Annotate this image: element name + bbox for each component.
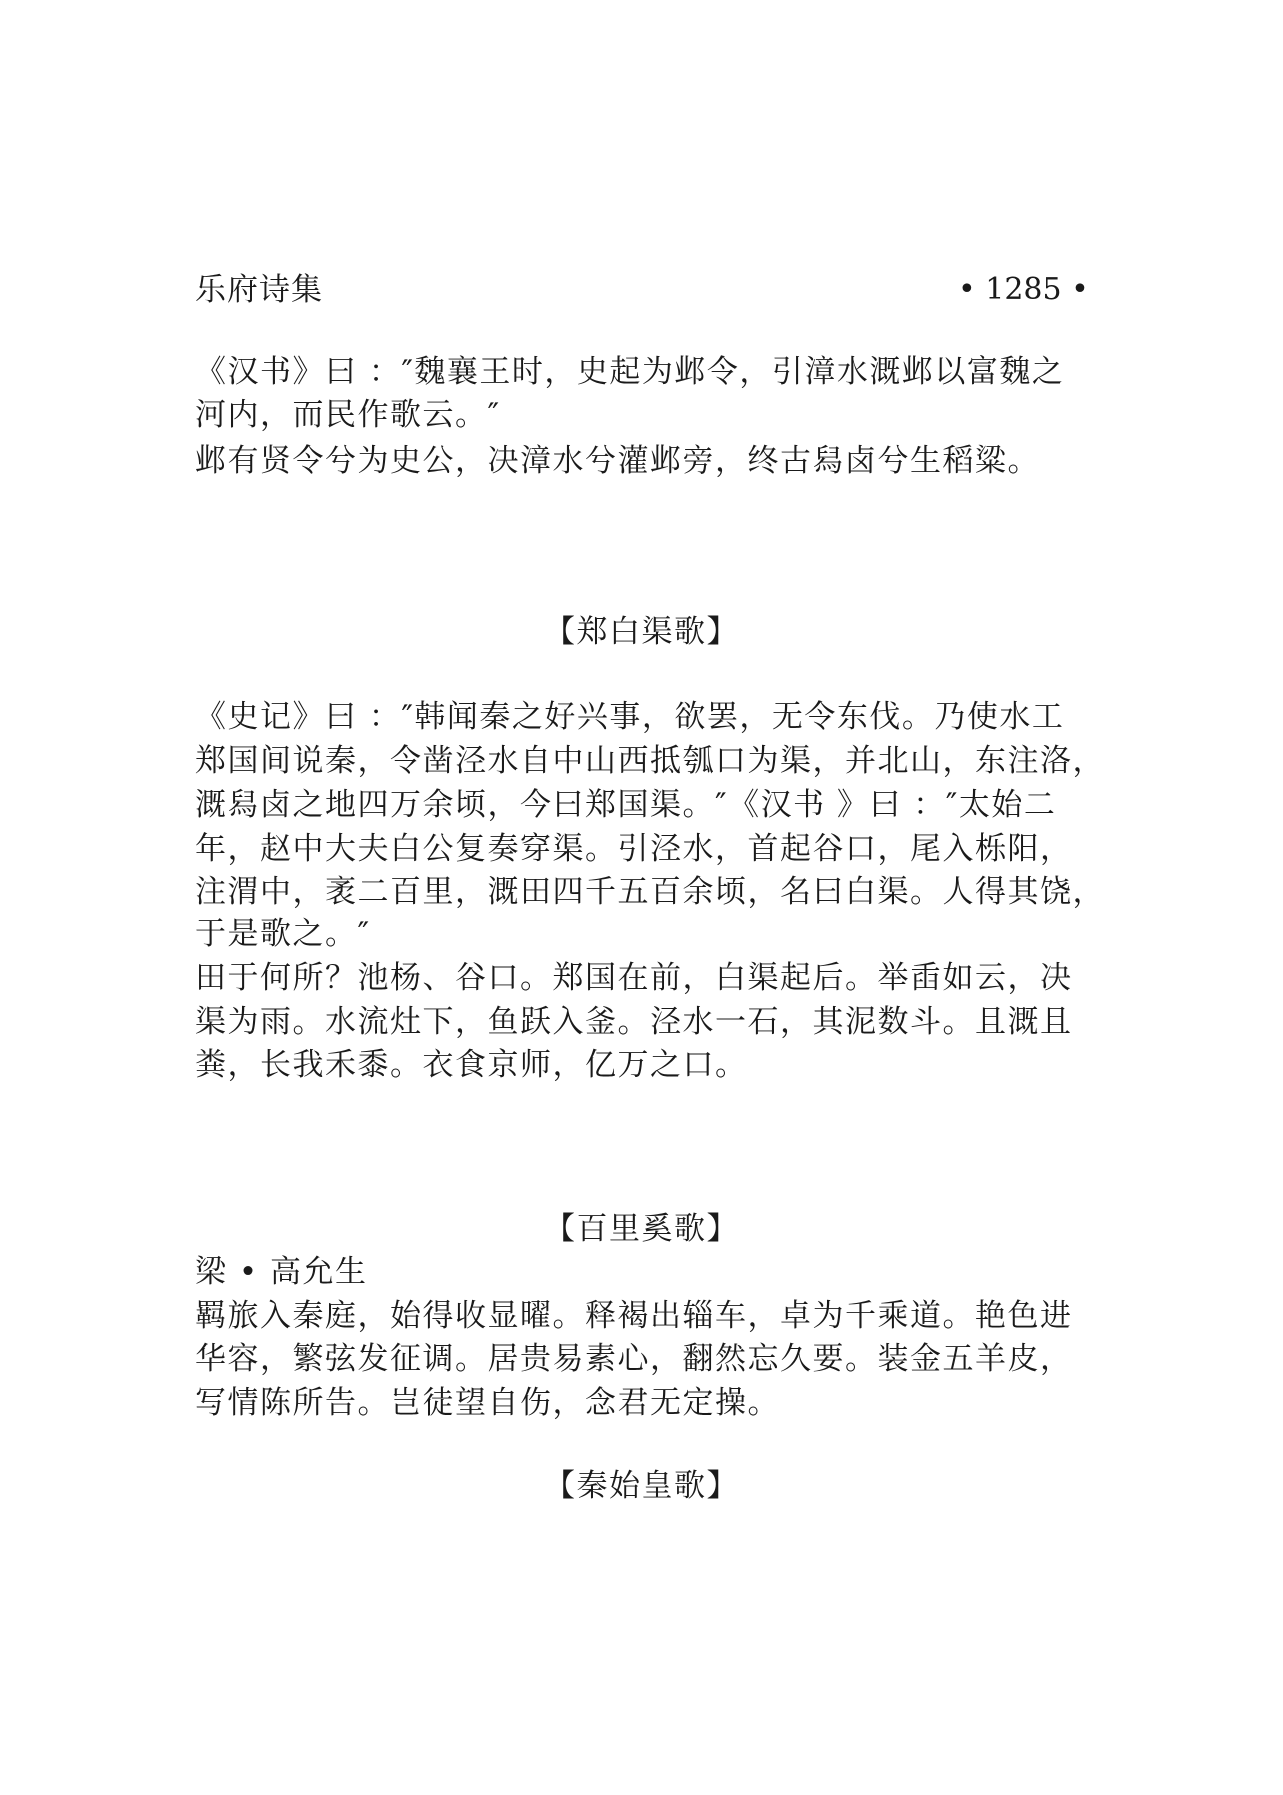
section-heading: 【秦始皇歌】 xyxy=(544,1468,739,1504)
text-line: 注渭中，袤二百里，溉田四千五百余顷，名曰白渠。人得其饶， xyxy=(195,874,1105,910)
book-title: 乐府诗集 xyxy=(195,272,323,308)
text-line: 羁旅入秦庭，始得收显曜。释褐出辎车，卓为千乘道。艳色进 xyxy=(195,1298,1073,1334)
text-line: 写情陈所告。岂徒望自伤，念君无定操。 xyxy=(195,1385,780,1421)
page-number: • 1285 • xyxy=(958,272,1089,307)
text-line: 《史记》曰 ：″韩闻秦之好兴事，欲罢，无令东伐。乃使水工 xyxy=(195,699,1065,735)
text-line: 华容，繁弦发征调。居贵易素心，翻然忘久要。装金五羊皮， xyxy=(195,1341,1073,1377)
text-line: 溉舄卤之地四万余顷，今曰郑国渠。″《汉书 》曰 ：″太始二 xyxy=(195,787,1057,823)
text-line: 郑国间说秦，令凿泾水自中山西抵瓠口为渠，并北山，东注洛， xyxy=(195,743,1105,779)
author-line: 梁 • 高允生 xyxy=(195,1254,368,1290)
text-line: 《汉书》曰 ：″魏襄王时，史起为邺令，引漳水溉邺以富魏之 xyxy=(195,354,1065,390)
text-line: 年，赵中大夫白公复奏穿渠。引泾水，首起谷口，尾入栎阳， xyxy=(195,831,1073,867)
text-line: 渠为雨。水流灶下，鱼跃入釜。泾水一石，其泥数斗。且溉且 xyxy=(195,1004,1073,1040)
text-line: 于是歌之。″ xyxy=(195,916,371,952)
section-heading: 【百里奚歌】 xyxy=(544,1211,739,1247)
text-line: 邺有贤令兮为史公，决漳水兮灌邺旁，终古舄卤兮生稻粱。 xyxy=(195,443,1040,479)
text-line: 田于何所？池杨、谷口。郑国在前，白渠起后。举臿如云，决 xyxy=(195,960,1073,996)
text-line: 粪，长我禾黍。衣食京师，亿万之口。 xyxy=(195,1047,748,1083)
section-heading: 【郑白渠歌】 xyxy=(544,614,739,650)
text-line: 河内，而民作歌云。″ xyxy=(195,397,501,433)
